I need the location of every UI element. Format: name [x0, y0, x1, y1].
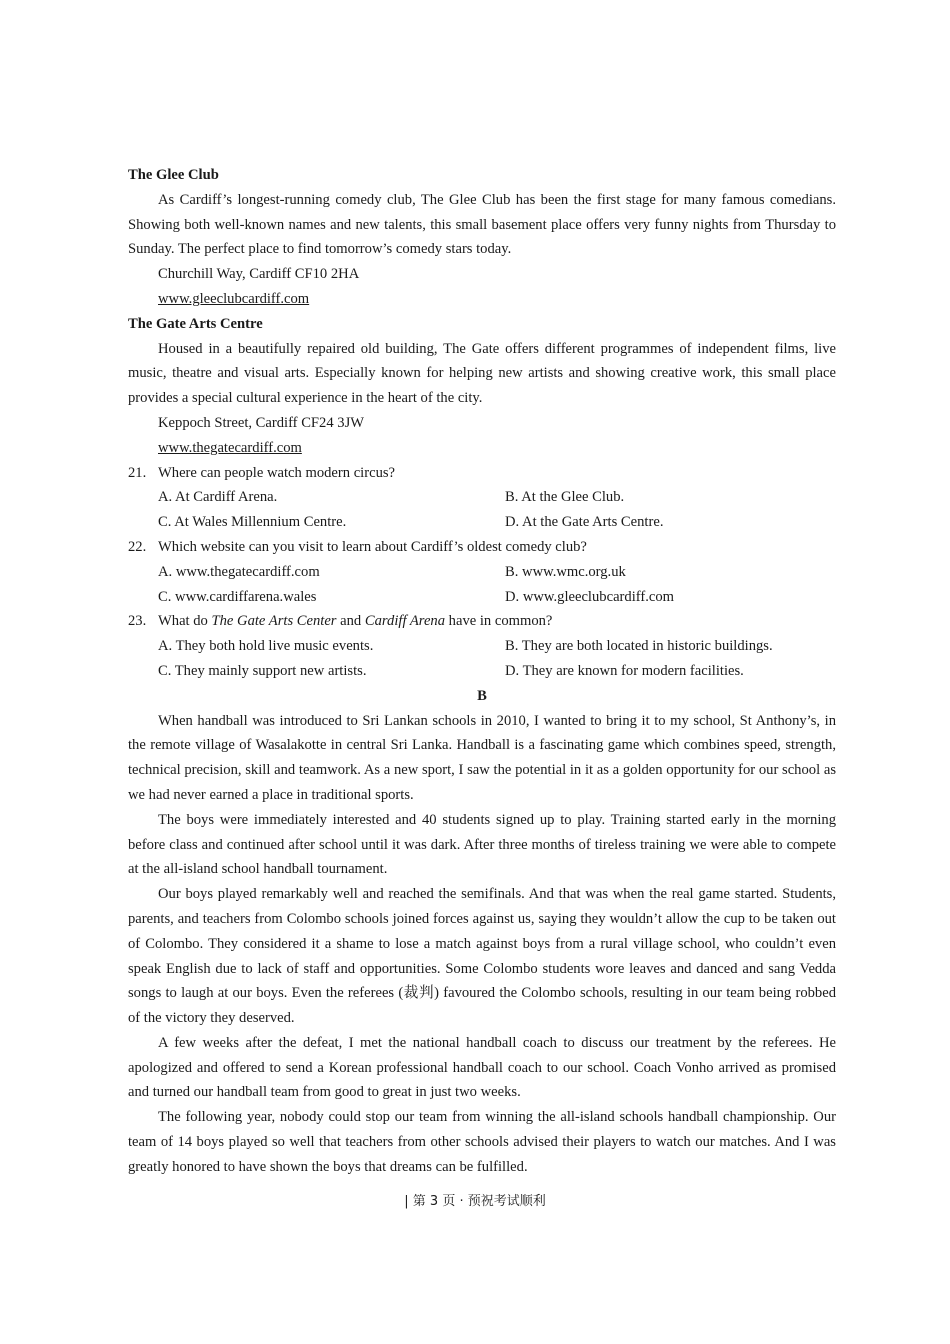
reading-content: [128, 163, 836, 1180]
question-prompt: [128, 609, 836, 634]
passage-paragraph: Our boys played remarkably well and reached the semifinals. And that was when the real game started. Students, parents, and teachers from Colombo schools joined forces against us, saying they wouldn’t allow the cup to be taken out of Colombo. They considered it a shame to lose a match against boys from a rural village school, who couldn’t even speak English due to lack of staff and opportunities. Some Colombo students wore leaves and danced and sang Vedda songs to laugh at our boys. Even the referees (裁判) favoured the Colombo schools, resulting in our team being robbed of the victory they deserved.: [128, 886, 836, 1027]
option-d[interactable]: D. At the Gate Arts Centre.: [505, 514, 664, 531]
option-c[interactable]: C. They mainly support new artists.: [158, 662, 367, 679]
option-c[interactable]: C. www.cardiffarena.wales: [158, 588, 317, 605]
option-a[interactable]: A. www.thegatecardiff.com: [158, 563, 320, 580]
gate-arts-description: Housed in a beautifully repaired old building, The Gate offers different programmes of independent films, live music, theatre and visual arts. Especially known for helping new artists and showing creative work, this small place provides a special cultural experience in the heart of the city.: [128, 340, 836, 407]
question-23: [128, 609, 836, 683]
question-text-middle: and: [336, 613, 365, 630]
glee-club-website-text[interactable]: www.gleeclubcardiff.com: [158, 290, 310, 307]
question-text-start: What do: [158, 613, 212, 630]
question-prompt: [128, 535, 836, 560]
page-footer: | 第 3 页 · 预祝考试顺利: [404, 1194, 546, 1209]
question-options: [128, 560, 836, 610]
question-text: Which website can you visit to learn about Cardiff’s oldest comedy club?: [158, 538, 587, 555]
section-b-heading: B: [477, 687, 487, 704]
question-prompt: [128, 461, 836, 486]
question-options: [128, 634, 836, 684]
glee-club-title: The Glee Club: [128, 167, 219, 183]
passage-paragraph: A few weeks after the defeat, I met the national handball coach to discuss our treatment by the referees. He apologized and offered to send a Korean professional handball coach to our school. Coach Vonho arrived as promised and turned our handball team from good to great in just two weeks.: [128, 1034, 836, 1101]
question-text-venue-1: The Gate Arts Center: [211, 613, 337, 630]
question-number: 23.: [128, 613, 147, 630]
question-21: [128, 461, 836, 535]
passage-paragraph: When handball was introduced to Sri Lankan schools in 2010, I wanted to bring it to my school, St Anthony’s, in the remote village of Wasalakotte in central Sri Lanka. Handball is a fascinating game which combines speed, strength, technical precision, skill and teamwork. As a new sport, I saw the potential in it as a golden opportunity for our school as we had never earned a place in traditional sports.: [128, 712, 836, 803]
question-number: 22.: [128, 538, 147, 555]
gate-arts-website[interactable]: [128, 436, 836, 461]
question-number: 21.: [128, 464, 147, 481]
option-b[interactable]: B. www.wmc.org.uk: [505, 563, 626, 580]
gate-arts-title: The Gate Arts Centre: [128, 315, 263, 332]
option-d[interactable]: D. They are known for modern facilities.: [505, 662, 744, 679]
question-text-venue-2: Cardiff Arena: [364, 613, 446, 630]
question-options: [128, 485, 836, 535]
gate-arts-address: Keppoch Street, Cardiff CF24 3JW: [158, 414, 365, 431]
glee-club-website[interactable]: [128, 287, 836, 312]
glee-club-description: As Cardiff’s longest-running comedy club, The Glee Club has been the first stage for many famous comedians. Showing both well-known names and new talents, this small basement place offers very funny nights from Thursday to Sunday. The perfect place to find tomorrow’s comedy stars today.: [128, 191, 836, 258]
question-text-end: have in common?: [445, 613, 553, 630]
option-d[interactable]: D. www.gleeclubcardiff.com: [505, 588, 674, 605]
option-a[interactable]: A. They both hold live music events.: [158, 638, 374, 655]
option-b[interactable]: B. They are both located in historic buildings.: [505, 638, 773, 655]
passage-paragraph: The following year, nobody could stop our team from winning the all-island schools handball championship. Our team of 14 boys played so well that teachers from other schools advised their players to watch our matches. And I was greatly honored to have shown the boys that dreams can be fulfilled.: [128, 1109, 836, 1175]
question-22: [128, 535, 836, 609]
option-c[interactable]: C. At Wales Millennium Centre.: [158, 514, 347, 531]
gate-arts-website-text[interactable]: www.thegatecardiff.com: [158, 439, 302, 456]
glee-club-address: Churchill Way, Cardiff CF10 2HA: [158, 266, 360, 283]
option-b[interactable]: B. At the Glee Club.: [505, 489, 625, 506]
question-text: Where can people watch modern circus?: [158, 464, 396, 481]
option-a[interactable]: A. At Cardiff Arena.: [158, 489, 278, 506]
passage-paragraph: The boys were immediately interested and 40 students signed up to play. Training started early in the morning before class and continued after school until it was dark. After three months of tireless training we were able to compete at the all-island school handball tournament.: [128, 811, 836, 878]
